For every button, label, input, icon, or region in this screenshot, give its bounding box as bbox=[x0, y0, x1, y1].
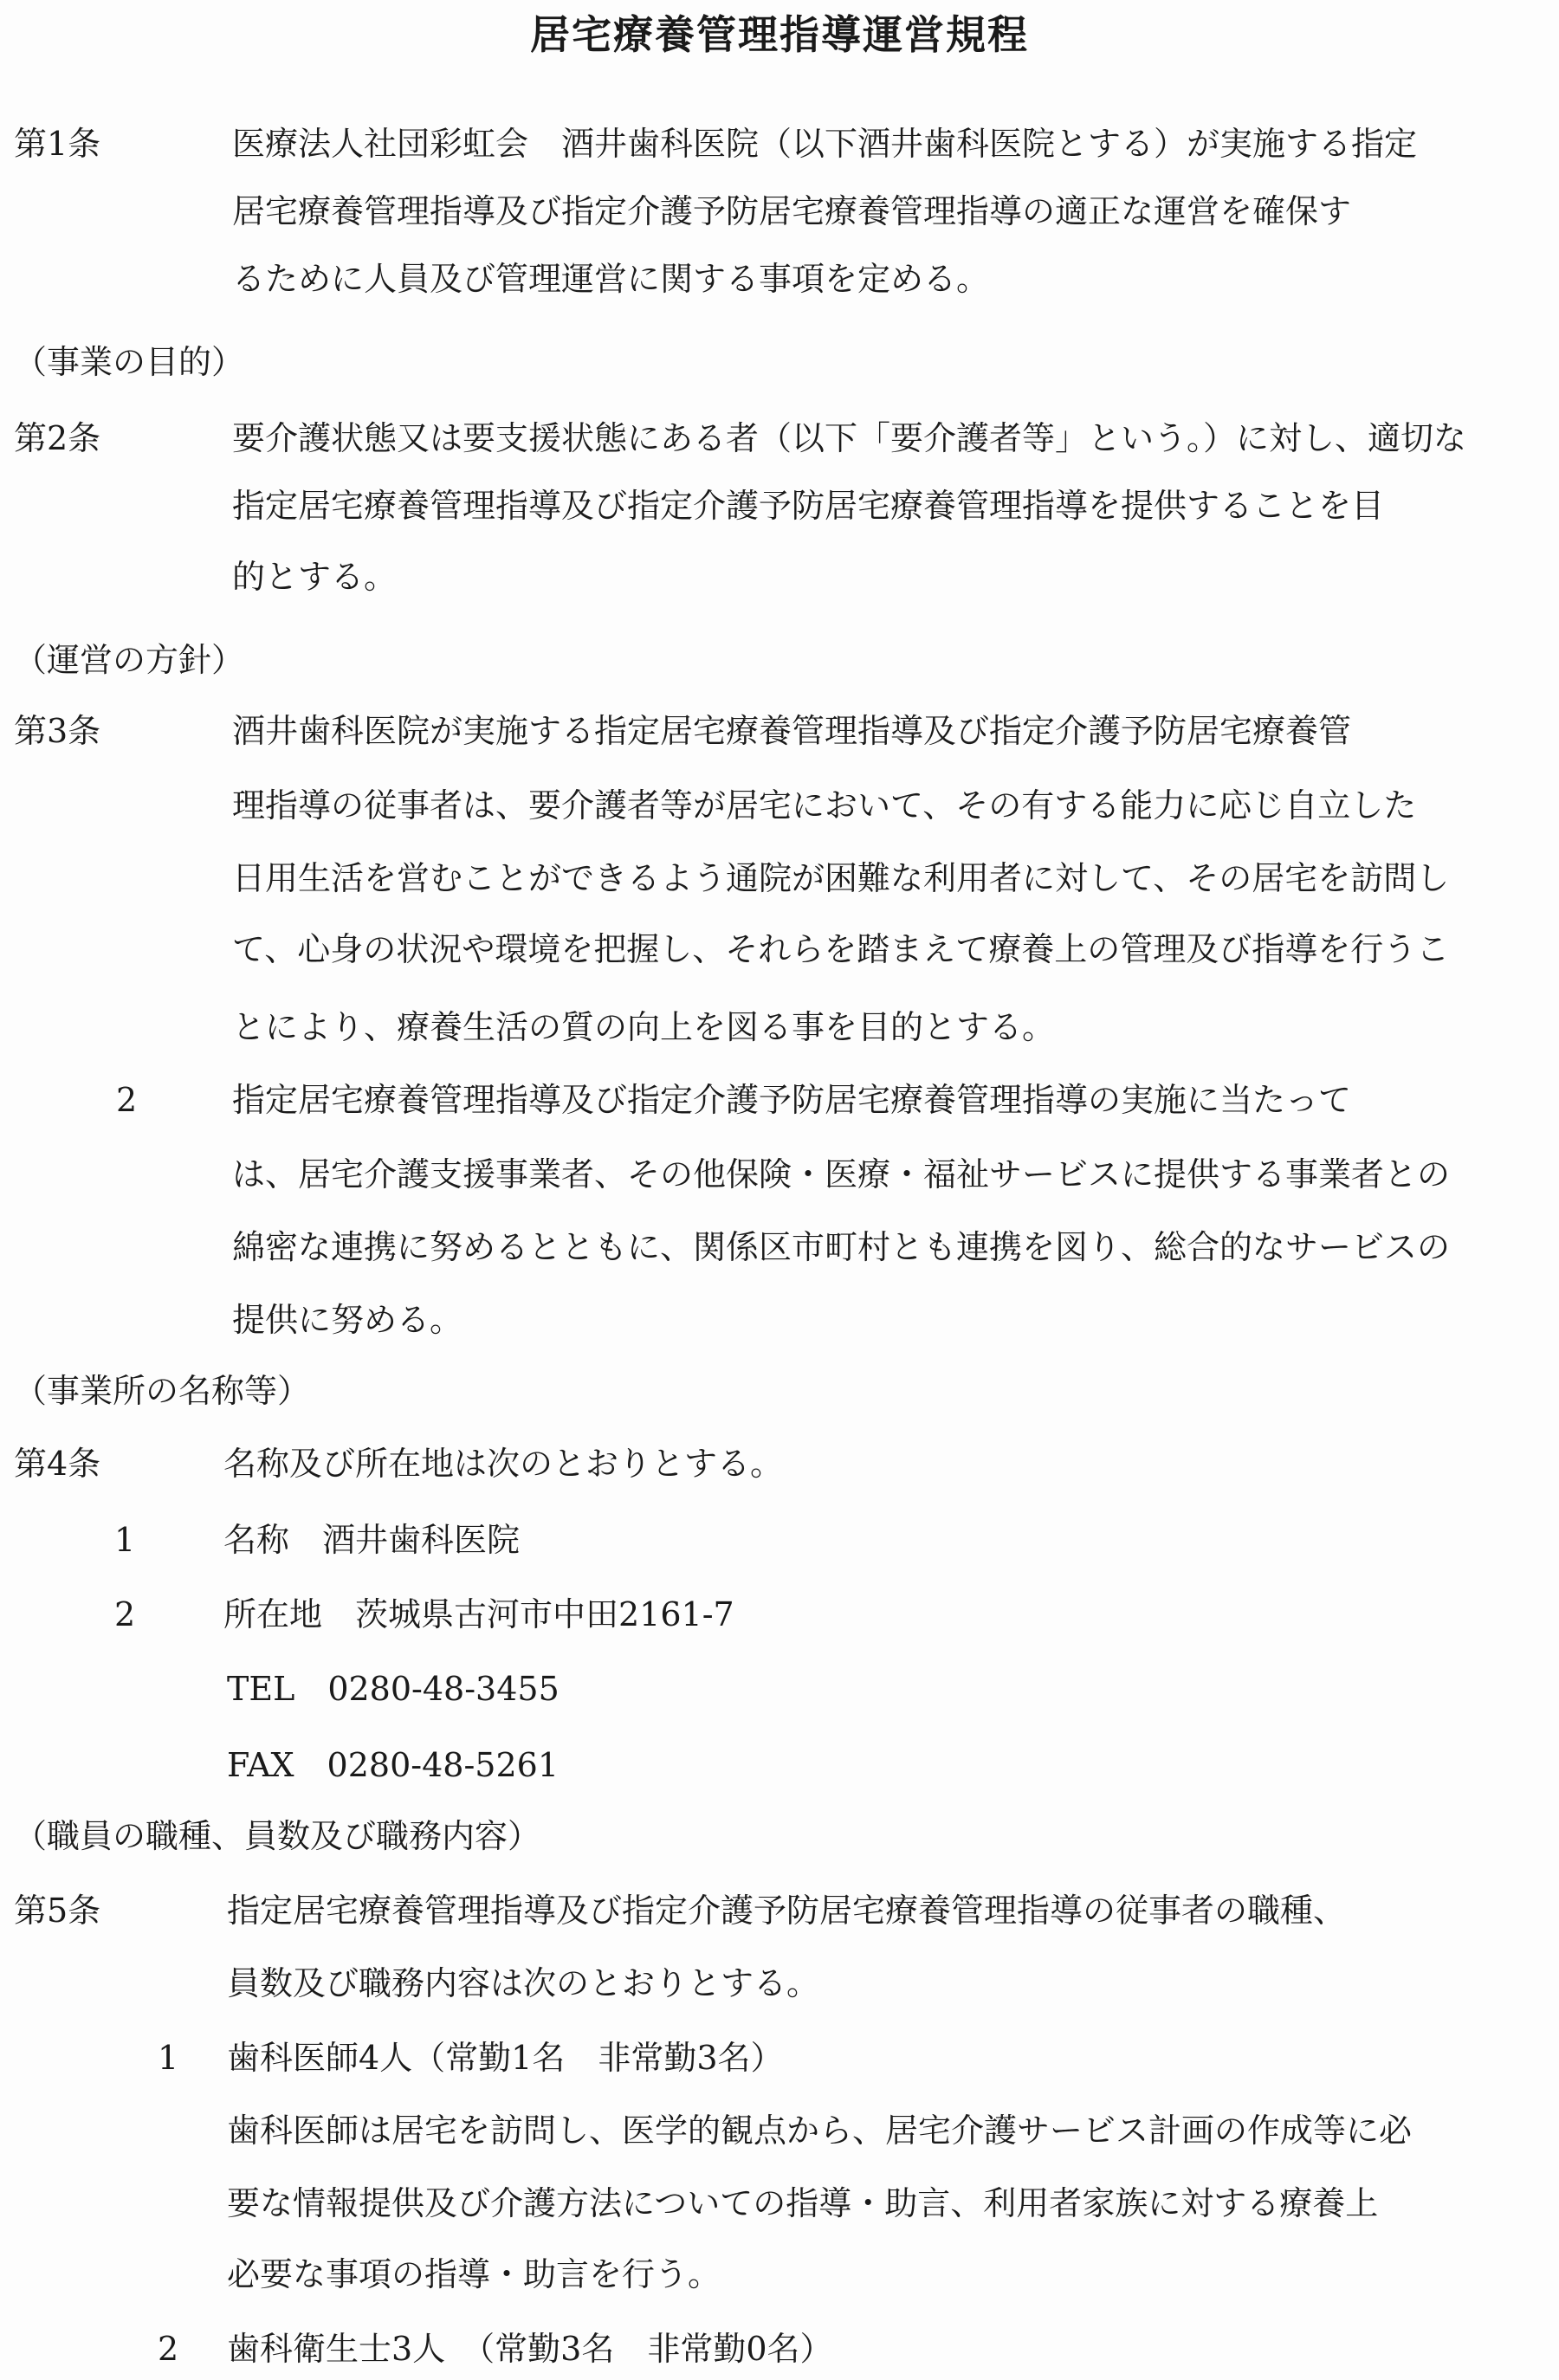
article-5-line-1: 指定居宅療養管理指導及び指定介護予防居宅療養管理指導の従事者の職種、 bbox=[227, 1892, 1347, 1930]
section-heading-office: （事業所の名称等） bbox=[14, 1372, 311, 1410]
article-3-line-3: 日用生活を営むことができるよう通院が困難な利用者に対して、その居宅を訪問し bbox=[232, 859, 1450, 897]
article-3-label: 第3条 bbox=[14, 712, 101, 750]
article-2-line-3: 的とする。 bbox=[232, 558, 398, 596]
article-4-intro: 名称及び所在地は次のとおりとする。 bbox=[223, 1445, 784, 1483]
article-4-item-1-text: 名称 酒井歯科医院 bbox=[223, 1521, 521, 1559]
section-heading-staff: （職員の職種、員数及び職務内容） bbox=[14, 1817, 541, 1855]
article-1-line-1: 医療法人社団彩虹会 酒井歯科医院（以下酒井歯科医院とする）が実施する指定 bbox=[232, 125, 1418, 163]
article-5-item-1-heading: 歯科医師4人（常勤1名 非常勤3名） bbox=[227, 2039, 784, 2077]
article-4-item-2-text: 所在地 茨城県古河市中田2161-7 bbox=[223, 1595, 734, 1633]
article-4-item-2-number: 2 bbox=[114, 1595, 136, 1633]
article-1-line-3: るために人員及び管理運営に関する事項を定める。 bbox=[232, 260, 990, 298]
article-4-label: 第4条 bbox=[14, 1445, 101, 1483]
article-3-paragraph-2-line-3: 綿密な連携に努めるとともに、関係区市町村とも連携を図り、総合的なサービスの bbox=[232, 1228, 1451, 1266]
document-title: 居宅療養管理指導運営規程 bbox=[530, 11, 1029, 58]
article-5-item-1-line-3: 必要な事項の指導・助言を行う。 bbox=[227, 2255, 721, 2293]
article-2-label: 第2条 bbox=[14, 419, 101, 457]
article-5-label: 第5条 bbox=[14, 1892, 101, 1930]
article-3-line-4: て、心身の状況や環境を把握し、それらを踏まえて療養上の管理及び指導を行うこ bbox=[232, 930, 1450, 968]
article-4-item-1-number: 1 bbox=[114, 1521, 136, 1559]
article-1-line-2: 居宅療養管理指導及び指定介護予防居宅療養管理指導の適正な運営を確保す bbox=[232, 192, 1352, 230]
article-5-item-2-heading: 歯科衛生士3人 （常勤3名 非常勤0名） bbox=[227, 2330, 833, 2368]
article-5-item-1-line-2: 要な情報提供及び介護方法についての指導・助言、利用者家族に対する療養上 bbox=[227, 2184, 1379, 2222]
article-4-tel: TEL 0280-48-3455 bbox=[227, 1670, 560, 1708]
article-4-fax: FAX 0280-48-5261 bbox=[227, 1746, 560, 1784]
article-1-label: 第1条 bbox=[14, 125, 101, 163]
article-2-line-1: 要介護状態又は要支援状態にある者（以下「要介護者等」という。）に対し、適切な bbox=[232, 419, 1467, 457]
article-3-line-5: とにより、療養生活の質の向上を図る事を目的とする。 bbox=[232, 1008, 1056, 1046]
section-heading-policy: （運営の方針） bbox=[14, 641, 245, 679]
article-3-line-1: 酒井歯科医院が実施する指定居宅療養管理指導及び指定介護予防居宅療養管 bbox=[232, 712, 1352, 750]
article-3-paragraph-2-line-1: 指定居宅療養管理指導及び指定介護予防居宅療養管理指導の実施に当たって bbox=[232, 1081, 1352, 1119]
article-3-paragraph-2-line-4: 提供に努める。 bbox=[232, 1301, 463, 1339]
article-5-line-2: 員数及び職務内容は次のとおりとする。 bbox=[227, 1964, 820, 2002]
article-3-paragraph-2-number: 2 bbox=[116, 1081, 138, 1119]
article-5-item-2-number: 2 bbox=[158, 2330, 179, 2368]
article-2-line-2: 指定居宅療養管理指導及び指定介護予防居宅療養管理指導を提供することを目 bbox=[232, 487, 1385, 525]
article-5-item-1-line-1: 歯科医師は居宅を訪問し、医学的観点から、居宅介護サービス計画の作成等に必 bbox=[227, 2112, 1413, 2150]
article-3-line-2: 理指導の従事者は、要介護者等が居宅において、その有する能力に応じ自立した bbox=[232, 786, 1417, 825]
section-heading-purpose: （事業の目的） bbox=[14, 343, 245, 381]
article-5-item-1-number: 1 bbox=[158, 2039, 179, 2077]
article-3-paragraph-2-line-2: は、居宅介護支援事業者、その他保険・医療・福祉サービスに提供する事業者との bbox=[232, 1155, 1451, 1193]
